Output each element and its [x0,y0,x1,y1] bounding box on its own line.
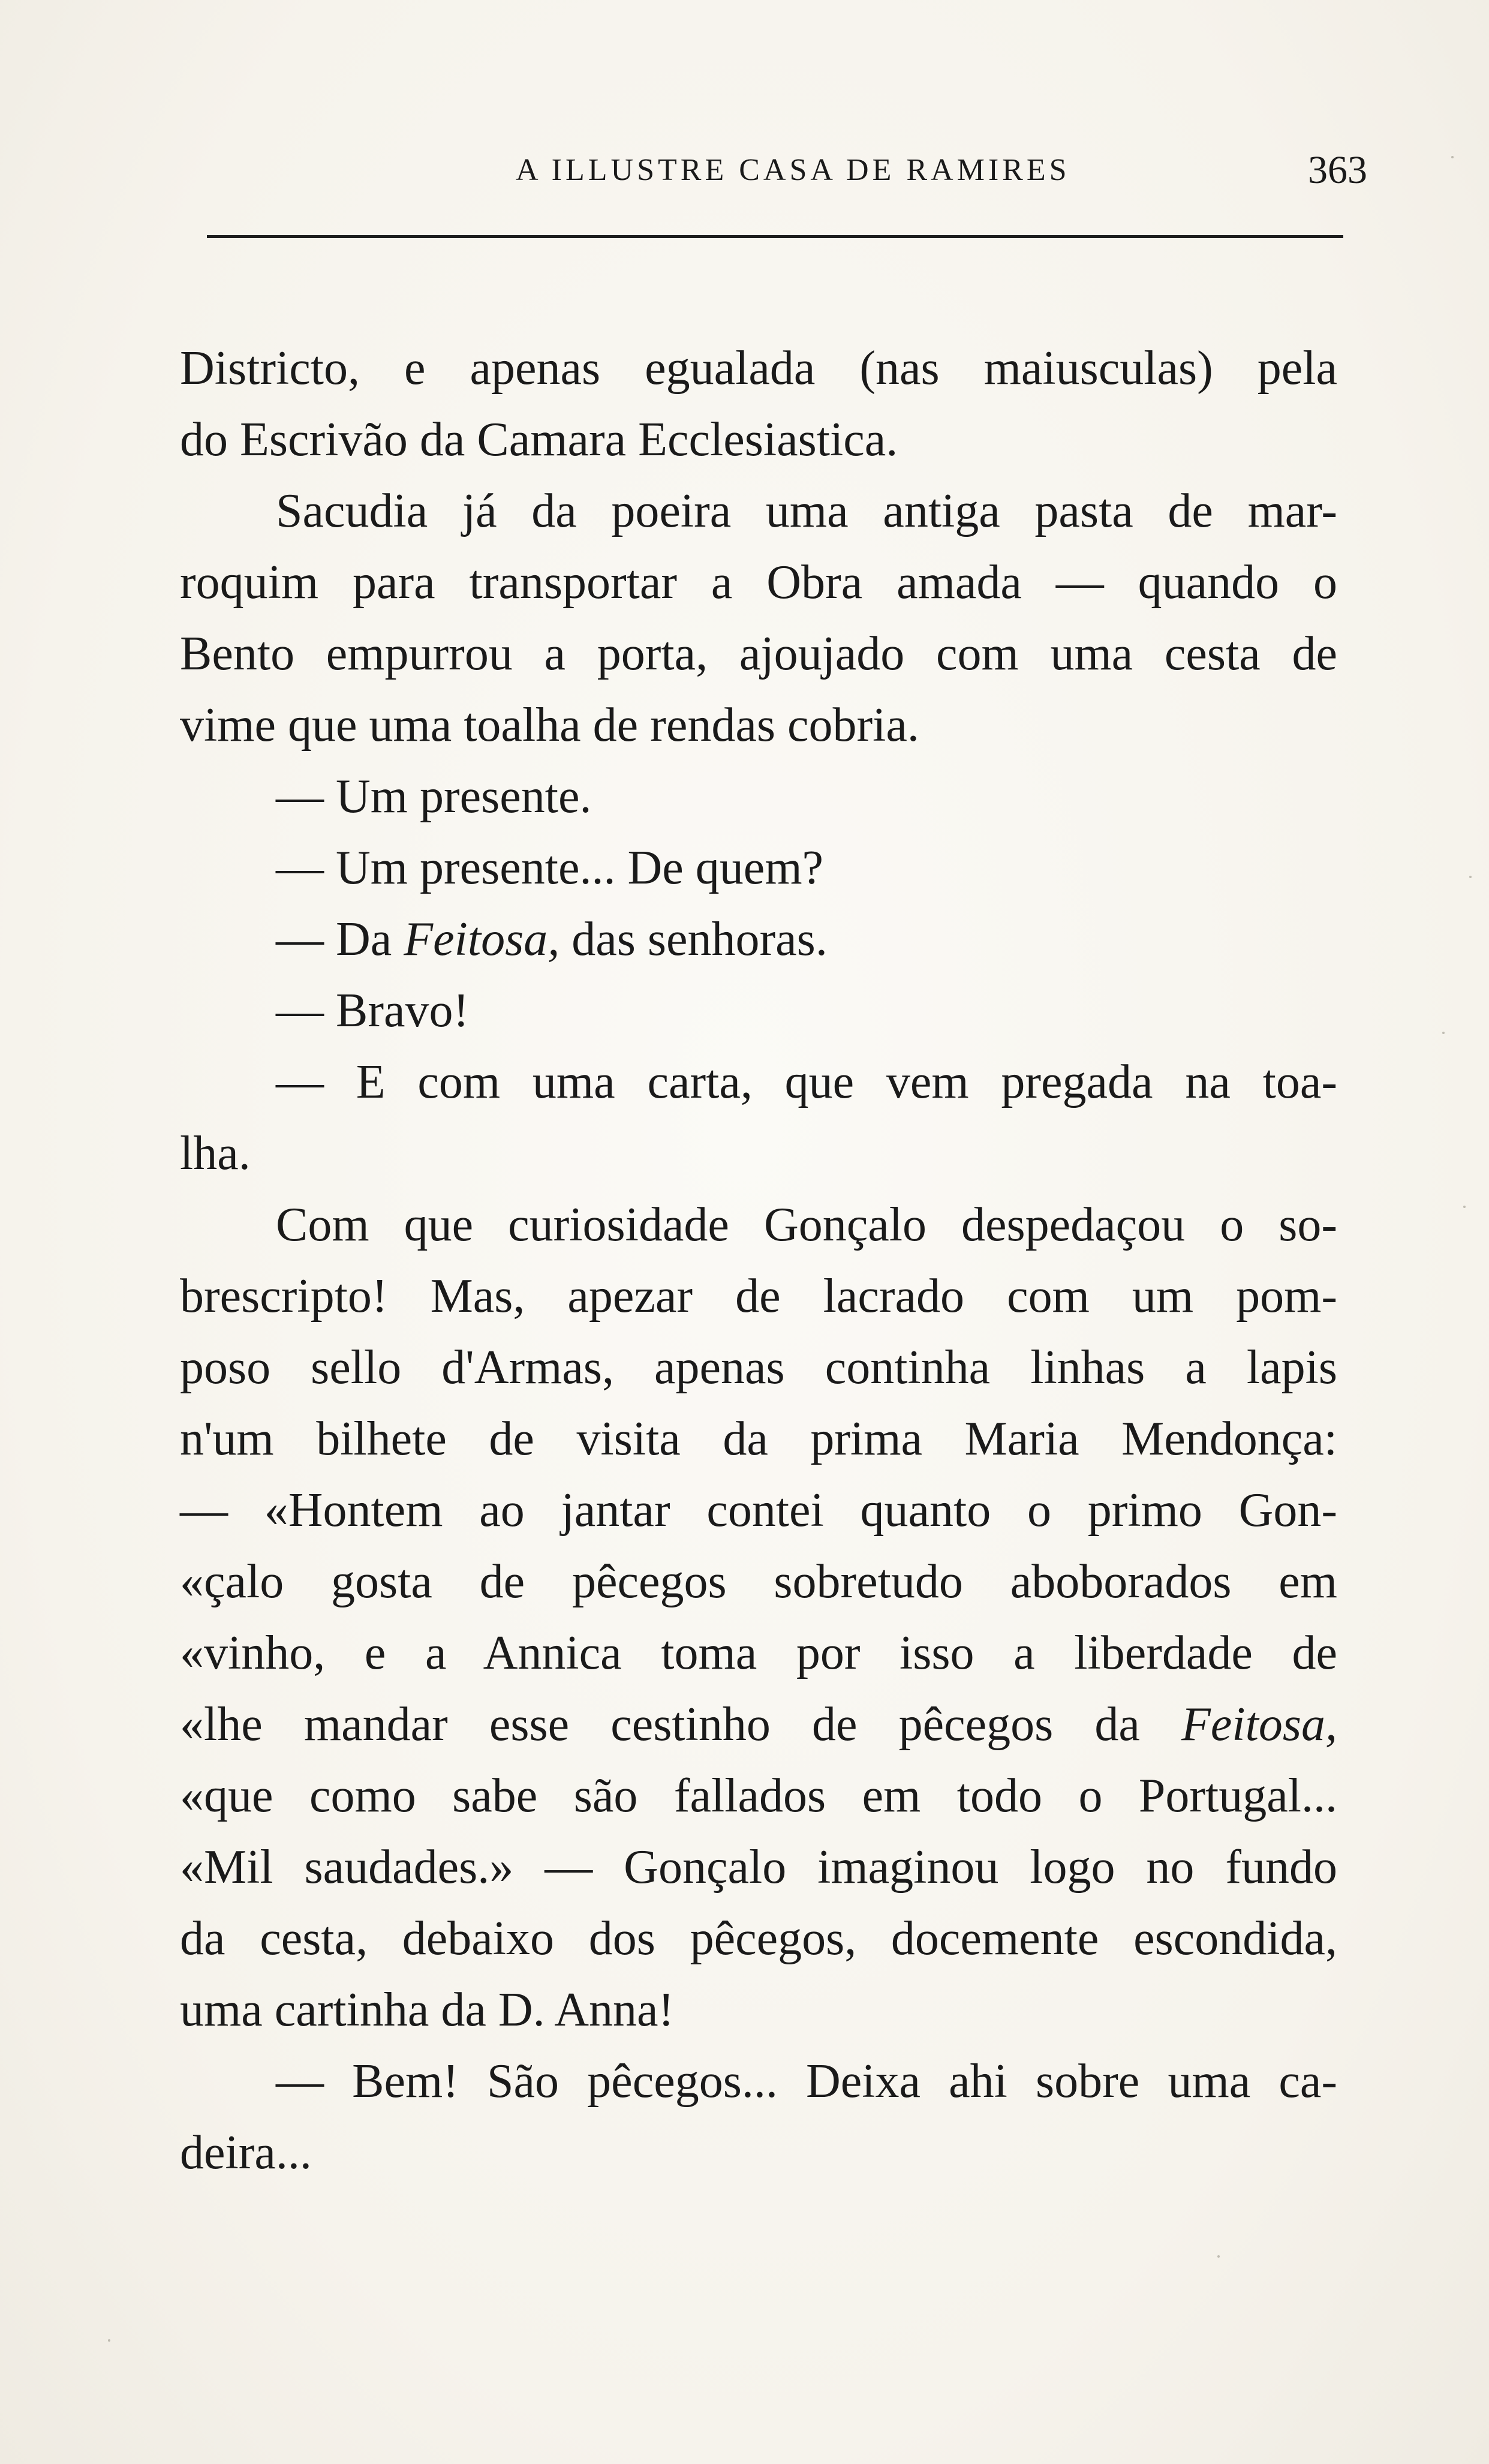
text-line [180,1689,1337,1760]
body-text [180,333,1337,2189]
text-line: Com que curiosidade Gonçalo despedaçou o so- [276,1198,1337,1251]
text-line: poso sello d'Armas, apenas continha linhas a lapis [180,1341,1337,1394]
text-line: — Um presente... De quem? [276,842,824,894]
text-line: — E com uma carta, que vem pregada na toa- [276,1056,1337,1108]
text-line: — Bravo! [276,984,470,1037]
text-line: Districto, e apenas egualada (nas maiusculas) pela [180,342,1337,395]
text-line: vime que uma toalha de rendas cobria. [180,699,919,752]
paragraph [180,333,1337,476]
paragraph [180,833,1337,904]
paragraph [180,761,1337,833]
text-line: n'um bilhete de visita da prima Maria Mendonça: [180,1413,1337,1465]
text-line: «vinho, e a Annica toma por isso a liberdade de [180,1627,1337,1679]
text-line: brescripto! Mas, apezar de lacrado com um pom- [180,1270,1337,1323]
paragraph [180,904,1337,975]
paper-speck [1469,876,1472,878]
text-line: «que como sabe são fallados em todo o Portugal... [180,1769,1337,1822]
text-run: «lhe mandar esse cestinho de pêcegos da [180,1698,1182,1751]
text-line: — Bem! São pêcegos... Deixa ahi sobre uma ca- [276,2055,1337,2108]
paper-speck [1217,2255,1220,2258]
text-line: «çalo gosta de pêcegos sobretudo aboborados em [180,1555,1337,1608]
italic-run: Feitosa, [1181,1698,1337,1751]
running-title: A ILLUSTRE CASA DE RAMIRES [516,153,1070,187]
paper-speck [1463,1206,1466,1208]
text-run: das senhoras. [559,913,828,966]
paragraph [180,975,1337,1047]
text-line: — Um presente. [276,770,592,823]
text-line: deira... [180,2126,312,2179]
text-line: roquim para transportar a Obra amada — quando o [180,556,1337,609]
paper-speck [108,2339,110,2342]
running-head [204,139,1367,205]
text-run: — Da [276,913,404,966]
paragraph [180,476,1337,761]
paragraph [180,1047,1337,1189]
text-line: — «Hontem ao jantar contei quanto o primo Gon- [180,1484,1337,1537]
paragraph [180,2046,1337,2189]
text-line: da cesta, debaixo dos pêcegos, docemente escondida, [180,1912,1337,1965]
text-line: Bento empurrou a porta, ajoujado com uma cesta de [180,627,1337,680]
paper-speck [1451,156,1454,158]
page-number: 363 [1308,148,1367,192]
header-rule [207,235,1343,238]
text-line: «Mil saudades.» — Gonçalo imaginou logo no fundo [180,1841,1337,1894]
text-line: uma cartinha da D. Anna! [180,1984,675,2036]
paper-speck [1442,1032,1445,1034]
text-line: Sacudia já da poeira uma antiga pasta de mar- [276,485,1337,537]
italic-run: Feitosa, [404,913,560,966]
text-line: lha. [180,1127,251,1180]
text-line [180,904,1337,975]
text-line: do Escrivão da Camara Ecclesiastica. [180,413,898,466]
paragraph [180,1189,1337,2046]
